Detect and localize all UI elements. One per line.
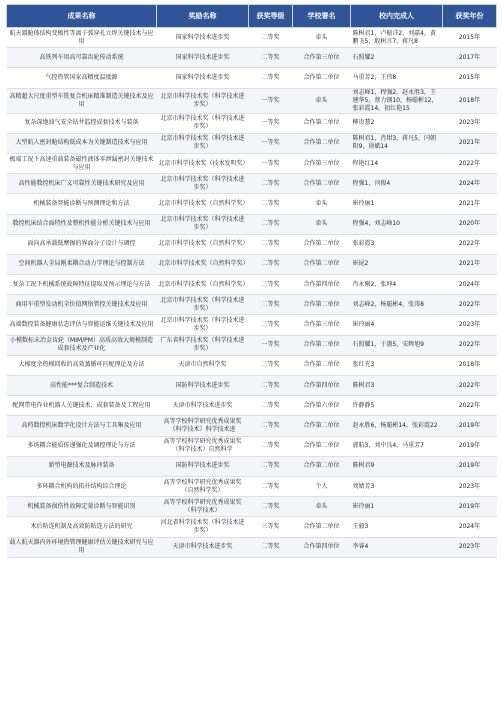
table-header xyxy=(7,5,497,28)
cell-award: 北京市科学技术奖（科学技术进步奖） xyxy=(157,174,249,194)
cell-rank: 合作第二单位 xyxy=(293,355,351,375)
cell-award: 高等学校科学研究优秀成果奖（科学技术）自然科学 xyxy=(157,436,249,456)
cell-year: 2020年 xyxy=(443,214,497,234)
cell-year: 2019年 xyxy=(443,436,497,456)
cell-name: 气控热管国家高精度温度源 xyxy=(7,68,157,88)
cell-name: 新型电源技术及脉冲装备 xyxy=(7,456,157,476)
table-row xyxy=(7,254,497,274)
cell-people: 陈树君9 xyxy=(351,456,443,476)
table-row xyxy=(7,68,497,88)
cell-level: 二等奖 xyxy=(249,174,293,194)
table-row xyxy=(7,335,497,355)
cell-people: 崔玲丽1 xyxy=(351,194,443,214)
cell-level: 二等奖 xyxy=(249,68,293,88)
cell-award: 北京市科学技术奖（科学技术进步奖） xyxy=(157,214,249,234)
cell-people: 张彩霞3 xyxy=(351,234,443,254)
cell-year: 2022年 xyxy=(443,295,497,315)
cell-name: 极端工况下高速重载装备磁性液体零泄漏密封关键技术与应用 xyxy=(7,153,157,173)
cell-award: 北京市科学技术奖（自然科学奖） xyxy=(157,254,249,274)
table-body xyxy=(7,28,497,558)
column-header-rank: 学校署名 xyxy=(293,5,351,28)
cell-name: 复杂工况下机械系统故障特征提取及预示理论与方法 xyxy=(7,275,157,295)
cell-name: 高端数控装备健康状态评估与智能运维关键技术及应用 xyxy=(7,315,157,335)
awards-table-container xyxy=(6,4,496,558)
cell-people: 马重芳2，王伟8 xyxy=(351,68,443,88)
cell-year: 2023年 xyxy=(443,113,497,133)
cell-level: 二等奖 xyxy=(249,436,293,456)
cell-level: 二等奖 xyxy=(249,214,293,234)
cell-level: 二等奖 xyxy=(249,254,293,274)
cell-level: 二等奖 xyxy=(249,497,293,517)
cell-year: 2018年 xyxy=(443,355,497,375)
cell-award: 国防科学技术进步奖 xyxy=(157,456,249,476)
cell-year: 2022年 xyxy=(443,234,497,254)
cell-people: 赵永胜6，杨聪彬14，张彩霞22 xyxy=(351,416,443,436)
table-row xyxy=(7,234,497,254)
cell-rank: 合作第三单位 xyxy=(293,315,351,335)
cell-year: 2021年 xyxy=(443,254,497,274)
cell-award: 天津市科学技术进步奖 xyxy=(157,396,249,416)
cell-rank: 牵头 xyxy=(293,88,351,113)
awards-table xyxy=(6,4,497,558)
cell-level: 二等奖 xyxy=(249,48,293,68)
cell-rank: 合作第三单位 xyxy=(293,153,351,173)
cell-year: 2024年 xyxy=(443,275,497,295)
cell-year: 2022年 xyxy=(443,335,497,355)
cell-people: 刘志峰2，杨聪彬4，张涛8 xyxy=(351,295,443,315)
cell-rank: 合作第三单位 xyxy=(293,48,351,68)
column-header-name: 成果名称 xyxy=(7,5,157,28)
cell-year: 2023年 xyxy=(443,476,497,496)
cell-people: 柳贵慧2 xyxy=(351,113,443,133)
cell-rank: 牵头 xyxy=(293,214,351,234)
cell-award: 国家科学技术进步奖 xyxy=(157,48,249,68)
cell-rank: 合作第二单位 xyxy=(293,295,351,315)
cell-year: 2019年 xyxy=(443,497,497,517)
cell-name: 术后粘连机制及高效防粘连方法的研究 xyxy=(7,517,157,537)
cell-rank: 牵头 xyxy=(293,28,351,48)
cell-award: 高等学校科学研究优秀成果奖（科学技术）科学技术进 xyxy=(157,416,249,436)
cell-rank: 合作第四单位 xyxy=(293,537,351,557)
cell-award: 广东省科学技术奖（科学技术进步奖） xyxy=(157,335,249,355)
cell-award: 高等学校科学研究优秀成果奖（科学技术） xyxy=(157,497,249,517)
table-row xyxy=(7,174,497,194)
cell-people: 石照耀2 xyxy=(351,48,443,68)
cell-rank: 合作第二单位 xyxy=(293,416,351,436)
cell-level: 二等奖 xyxy=(249,28,293,48)
cell-level: 二等奖 xyxy=(249,476,293,496)
cell-year: 2021年 xyxy=(443,194,497,214)
table-row xyxy=(7,497,497,517)
cell-name: 高性能***复合制造技术 xyxy=(7,376,157,396)
cell-people: 张红光3 xyxy=(351,355,443,375)
cell-level: 一等奖 xyxy=(249,153,293,173)
cell-people: 程艳红14 xyxy=(351,153,443,173)
cell-year: 2019年 xyxy=(443,456,497,476)
cell-year: 2021年 xyxy=(443,133,497,153)
table-row xyxy=(7,355,497,375)
table-row xyxy=(7,48,497,68)
column-header-level: 获奖等级 xyxy=(249,5,293,28)
cell-award: 天津市科学技术进步奖 xyxy=(157,537,249,557)
column-header-year: 获奖年份 xyxy=(443,5,497,28)
cell-name: 商用车重型发动机全价值网络管控关键技术及应用 xyxy=(7,295,157,315)
cell-name: 高精超大尺度重型车铣复合机床精准制造关键技术及应用 xyxy=(7,88,157,113)
cell-name: 配网带电作业机器人关键技术、成套装备及工程应用 xyxy=(7,396,157,416)
cell-level: 一等奖 xyxy=(249,88,293,113)
cell-rank: 牵头 xyxy=(293,497,351,517)
cell-name: 载人航天器内外环境热管理健康评估关键技术研究与应用 xyxy=(7,537,157,557)
cell-people: 李睿4 xyxy=(351,537,443,557)
table-row xyxy=(7,537,497,557)
table-row xyxy=(7,88,497,113)
cell-rank: 个人 xyxy=(293,476,351,496)
cell-people: 崔昆2 xyxy=(351,254,443,274)
cell-level: 二等奖 xyxy=(249,355,293,375)
table-row xyxy=(7,214,497,234)
cell-rank: 合作第二单位 xyxy=(293,436,351,456)
cell-name: 数控机床结合面特性及整机性能分析关键技术与应用 xyxy=(7,214,157,234)
cell-people: 陈树君1，卢振洋2，刘嘉4，黄鹏飞5，殷树言7，蒋凡8 xyxy=(351,28,443,48)
cell-name: 大型航人密封舱结构低成本为关键制造技术与应用 xyxy=(7,133,157,153)
table-row xyxy=(7,113,497,133)
cell-name: 大梯度余热梯回收的高效蒸循环匹配理论及方法 xyxy=(7,355,157,375)
cell-rank: 牵头 xyxy=(293,194,351,214)
cell-award: 北京市科学技术奖（科学技术进步奖） xyxy=(157,113,249,133)
cell-people: 肖永刚2，张坤4 xyxy=(351,275,443,295)
table-row xyxy=(7,436,497,456)
cell-year: 2018年 xyxy=(443,88,497,113)
table-row xyxy=(7,194,497,214)
cell-name: 高性能数控机床广义可靠性关键技术研究及应用 xyxy=(7,174,157,194)
table-row xyxy=(7,517,497,537)
table-row xyxy=(7,295,497,315)
cell-award: 国家科学技术进步奖 xyxy=(157,28,249,48)
cell-name: 面向高承载低摩擦的界面分子设计与调控 xyxy=(7,234,157,254)
cell-rank: 合作第四单位 xyxy=(293,376,351,396)
cell-level: 二等奖 xyxy=(249,456,293,476)
cell-level: 二等奖 xyxy=(249,376,293,396)
table-row xyxy=(7,153,497,173)
cell-level: 二等奖 xyxy=(249,275,293,295)
table-row xyxy=(7,396,497,416)
cell-name: 多场耦合能质传递强化及调控理论与方法 xyxy=(7,436,157,456)
cell-people: 陈树君3 xyxy=(351,376,443,396)
cell-rank: 合作第四单位 xyxy=(293,275,351,295)
cell-people: 许静静5 xyxy=(351,396,443,416)
cell-rank: 合作第二单位 xyxy=(293,335,351,355)
cell-rank: 合作第二单位 xyxy=(293,133,351,153)
cell-name: 复杂深地油气安全钻井监控成套技术与装备 xyxy=(7,113,157,133)
cell-award: 北京市科学技术奖（科学技术进步奖） xyxy=(157,315,249,335)
cell-people: 刘婧芳3 xyxy=(351,476,443,496)
cell-people: 刘志峰1，程强2，赵永胜3，王建华5，蔡力钢10，杨聪彬12，张彩霞14，初红艳15 xyxy=(351,88,443,113)
cell-year: 2023年 xyxy=(443,537,497,557)
cell-level: 一等奖 xyxy=(249,113,293,133)
cell-level: 二等奖 xyxy=(249,194,293,214)
cell-name: 机械装备损伤性故障定量诊断与智能识别 xyxy=(7,497,157,517)
table-row xyxy=(7,476,497,496)
column-header-people: 校内完成人 xyxy=(351,5,443,28)
cell-people: 王毅3 xyxy=(351,517,443,537)
cell-name: 多环耦合机构的拓扑结构综合理论 xyxy=(7,476,157,496)
cell-level: 一等奖 xyxy=(249,335,293,355)
table-row xyxy=(7,28,497,48)
cell-people: 崔玲丽4 xyxy=(351,315,443,335)
cell-award: 北京市科学技术奖（技术发明奖） xyxy=(157,153,249,173)
cell-people: 郭航3，刘中良4，马重芳7 xyxy=(351,436,443,456)
cell-level: 二等奖 xyxy=(249,416,293,436)
table-row xyxy=(7,456,497,476)
table-row xyxy=(7,315,497,335)
cell-year: 2019年 xyxy=(443,416,497,436)
cell-level: 二等奖 xyxy=(249,295,293,315)
cell-rank: 合作第二单位 xyxy=(293,174,351,194)
cell-name: 空间机器人全局刚柔耦合动力学理论与控制方法 xyxy=(7,254,157,274)
cell-year: 2024年 xyxy=(443,174,497,194)
cell-year: 2022年 xyxy=(443,376,497,396)
cell-award: 国家科学技术进步奖 xyxy=(157,68,249,88)
cell-level: 二等奖 xyxy=(249,315,293,335)
table-row xyxy=(7,376,497,396)
cell-rank: 合作第二单位 xyxy=(293,234,351,254)
cell-award: 北京市科学技术奖（科学技术进步奖） xyxy=(157,88,249,113)
cell-people: 石照耀1，于渤5，宋辉旭9 xyxy=(351,335,443,355)
cell-level: 三等奖 xyxy=(249,517,293,537)
cell-rank: 合作第二单位 xyxy=(293,68,351,88)
cell-award: 国防科学技术进步奖 xyxy=(157,376,249,396)
cell-award: 北京市科学技术奖（科学技术进步奖） xyxy=(157,133,249,153)
cell-year: 2023年 xyxy=(443,315,497,335)
cell-name: 高铁列车用高可靠齿轮传动系统 xyxy=(7,48,157,68)
cell-level: 二等奖 xyxy=(249,234,293,254)
cell-people: 崔玲丽1 xyxy=(351,497,443,517)
cell-level: 二等奖 xyxy=(249,537,293,557)
cell-award: 高等学校科学研究优秀成果奖（自然科学奖） xyxy=(157,476,249,496)
cell-year: 2022年 xyxy=(443,153,497,173)
cell-award: 天津市自然科学奖 xyxy=(157,355,249,375)
cell-people: 程强1，闫俊4 xyxy=(351,174,443,194)
cell-people: 陈树君1，肖珺3，蒋凡5，闫朝阳9，徐斌14 xyxy=(351,133,443,153)
table-row xyxy=(7,275,497,295)
cell-name: 高档数控机床数字化设计方法与工具集及应用 xyxy=(7,416,157,436)
cell-year: 2022年 xyxy=(443,396,497,416)
table-row xyxy=(7,416,497,436)
cell-award: 北京市科学技术奖（自然科学奖） xyxy=(157,194,249,214)
cell-people: 程强4，刘志峰10 xyxy=(351,214,443,234)
cell-rank: 合作第二单位 xyxy=(293,517,351,537)
cell-rank: 合作第二单位 xyxy=(293,113,351,133)
cell-name: 航天器舱体结构变极性等离子弧穿孔立焊关键技术与应用 xyxy=(7,28,157,48)
cell-level: 一等奖 xyxy=(249,133,293,153)
cell-year: 2024年 xyxy=(443,517,497,537)
cell-award: 北京市科学技术奖（科学技术进步奖） xyxy=(157,295,249,315)
table-row xyxy=(7,133,497,153)
cell-name: 小模数标未冶金齿轮（MIM/PM）高质高效大规模制造成套技术及产业化 xyxy=(7,335,157,355)
cell-award: 北京市科学技术奖（自然科学奖） xyxy=(157,275,249,295)
cell-year: 2015年 xyxy=(443,28,497,48)
cell-year: 2015年 xyxy=(443,68,497,88)
cell-award: 北京市科学技术奖（自然科学奖） xyxy=(157,234,249,254)
cell-rank: 合作第二单位 xyxy=(293,456,351,476)
cell-rank: 合作第二单位 xyxy=(293,254,351,274)
cell-award: 河北省科学技术奖（科学技术进步奖） xyxy=(157,517,249,537)
cell-level: 二等奖 xyxy=(249,396,293,416)
column-header-award: 奖励名称 xyxy=(157,5,249,28)
cell-name: 机械装备智能诊断与预测理论和方法 xyxy=(7,194,157,214)
cell-year: 2017年 xyxy=(443,48,497,68)
cell-rank: 合作第六单位 xyxy=(293,396,351,416)
